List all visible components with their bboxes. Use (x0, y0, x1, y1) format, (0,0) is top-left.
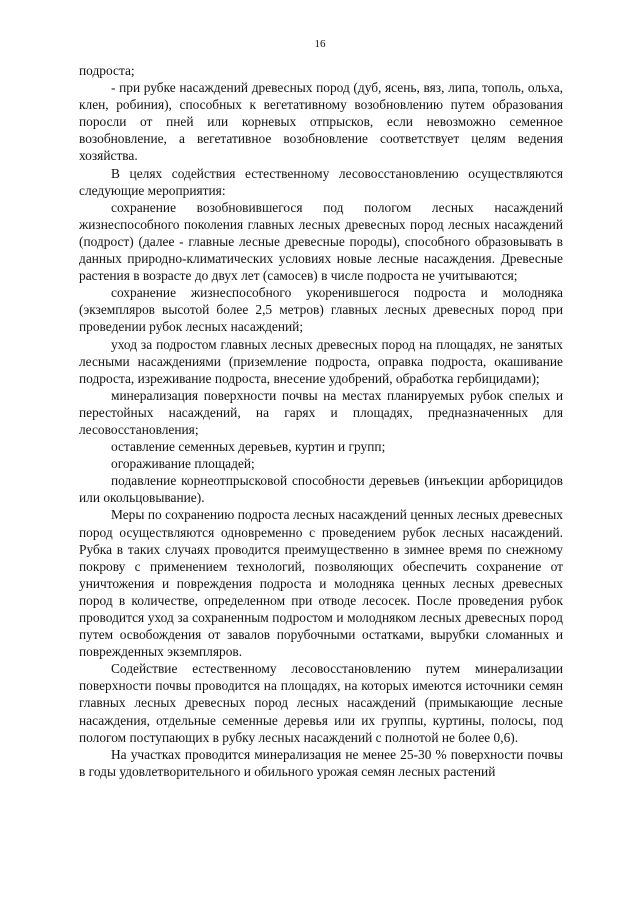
paragraph: Содействие естественному лесовосстановлению путем минерализации поверхности почвы проводится на площадях, на которых имеются источники семян главных лесных древесных пород лесных насаждений (примыкающие лесные насаждения, отдельные семенные деревья или их группы, куртины, полосы, под пологом поступающих в рубку лесных насаждений с полнотой не более 0,6). (79, 661, 563, 745)
page-number: 16 (314, 38, 326, 50)
paragraph: уход за подростом главных лесных древесных пород на площадях, не занятых лесными насаждениями (приземление подроста, оправка подроста, окашивание подроста, изреживание подроста, внесение удобрений, обработка гербицидами); (79, 336, 563, 386)
paragraph: минерализация поверхности почвы на местах планируемых рубок спелых и перестойных насаждений, на гарях и площадях, предназначенных для лесовосстановления; (79, 387, 563, 437)
paragraph: сохранение жизнеспособного укоренившегося подроста и молодняка (экземпляров высотой более 2,5 метров) главных лесных древесных пород при проведении рубок лесных насаждений; (79, 285, 563, 335)
paragraph: - при рубке насаждений древесных пород (дуб, ясень, вяз, липа, тополь, ольха, клен, робиния), способных к вегетативному возобновлению путем образования поросли от пней или корневых отпрысков, если невозможно семенное возобновление, а вегетативное возобновление соответствует целям ведения хозяйства. (79, 80, 563, 164)
paragraph: оставление семенных деревьев, куртин и групп; (111, 439, 386, 455)
paragraph: огораживание площадей; (111, 456, 255, 472)
paragraph: подавление корнеотпрысковой способности деревьев (инъекции арборицидов или окольцовывание). (79, 473, 563, 506)
paragraph: сохранение возобновившегося под пологом лесных насаждений жизнеспособного поколения главных лесных древесных пород лесных насаждений (подрост) (далее - главные лесные древесные породы), способного образовывать в данных природно-климатических условиях новые лесные насаждения. Древесные растения в возрасте до двух лет (самосев) в числе подроста не учитываются; (79, 199, 563, 284)
paragraph: подроста; (79, 63, 135, 78)
document-body (79, 62, 563, 780)
paragraph: Меры по сохранению подроста лесных насаждений ценных лесных древесных пород осуществляются одновременно с проведением рубок лесных насаждений. Рубка в таких случаях проводится преимущественно в зимнее время по снежному покрову с применением технологий, позволяющих обеспечить сохранение от уничтожения и повреждения подроста и молодняка ценных лесных древесных пород в количестве, определенном при отводе лесосек. После проведения рубок проводится уход за сохраненным подростом и молодняком лесных древесных пород путем освобождения от завалов порубочными остатками, вырубки сломанных и поврежденных экземпляров. (79, 507, 563, 660)
paragraph: На участках проводится минерализация не менее 25-30 % поверхности почвы в годы удовлетворительного и обильного урожая семян лесных растений (79, 746, 563, 779)
paragraph: В целях содействия естественному лесовосстановлению осуществляются следующие мероприятия: (79, 165, 563, 198)
